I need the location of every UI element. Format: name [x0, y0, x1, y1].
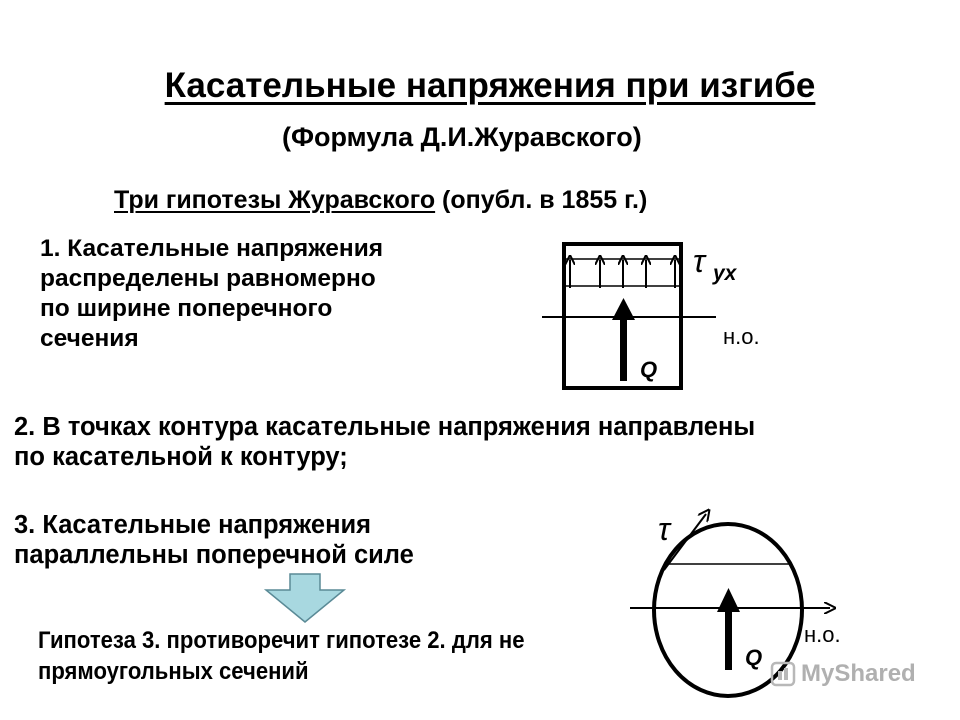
rect-tau-subscript: yx [713, 262, 737, 285]
circle-tau-arrow [664, 514, 706, 570]
hypothesis-3-line: 3. Касательные напряжения [14, 511, 372, 539]
hypothesis-1 [40, 234, 383, 354]
hypothesis-3 [14, 510, 414, 570]
circle-q-arrow-head [717, 588, 740, 612]
hypothesis-1-line: 1. Касательные напряжения [40, 235, 384, 262]
rect-q-arrow-shaft [620, 317, 627, 381]
hypothesis-1-line: по ширине поперечного [40, 295, 333, 322]
hypotheses-heading [114, 186, 647, 215]
hypothesis-1-line: распределены равномерно [40, 265, 376, 292]
circle-tau-symbol: τ [658, 511, 670, 547]
rect-tau-symbol: τ [693, 243, 705, 279]
page-title: Касательные напряжения при изгибе [164, 66, 816, 105]
rect-q-arrow-head [612, 298, 635, 320]
conclusion-line: Гипотеза 3. противоречит гипотезе 2. для не [38, 627, 525, 654]
hypothesis-2-line: по касательной к контуру; [14, 443, 348, 471]
rect-q-label: Q [640, 357, 658, 382]
rectangular-section-diagram [530, 232, 790, 400]
rect-neutral-axis-label: н.о. [723, 324, 760, 349]
conclusion [38, 625, 524, 687]
hypothesis-1-line: сечения [40, 325, 139, 352]
watermark [770, 660, 916, 688]
watermark-logo-icon [770, 661, 796, 687]
page-subtitle: (Формула Д.И.Журавского) [282, 122, 642, 152]
conclusion-line: прямоугольных сечений [38, 658, 309, 685]
hypotheses-heading-underlined: Три гипотезы Журавского [114, 186, 436, 214]
down-arrow-shape [266, 574, 344, 622]
hypothesis-3-line: параллельны поперечной силе [14, 541, 414, 569]
circle-q-arrow-shaft [725, 608, 732, 670]
circle-neutral-axis-label: н.о. [804, 622, 841, 647]
down-arrow-icon [262, 572, 348, 624]
circle-q-label: Q [745, 645, 763, 670]
hypothesis-2-line: 2. В точках контура касательные напряжения направлены [14, 413, 756, 441]
watermark-text: MyShared [801, 660, 916, 687]
hypothesis-2 [14, 412, 755, 472]
hypotheses-heading-rest: (опубл. в 1855 г.) [435, 186, 648, 214]
